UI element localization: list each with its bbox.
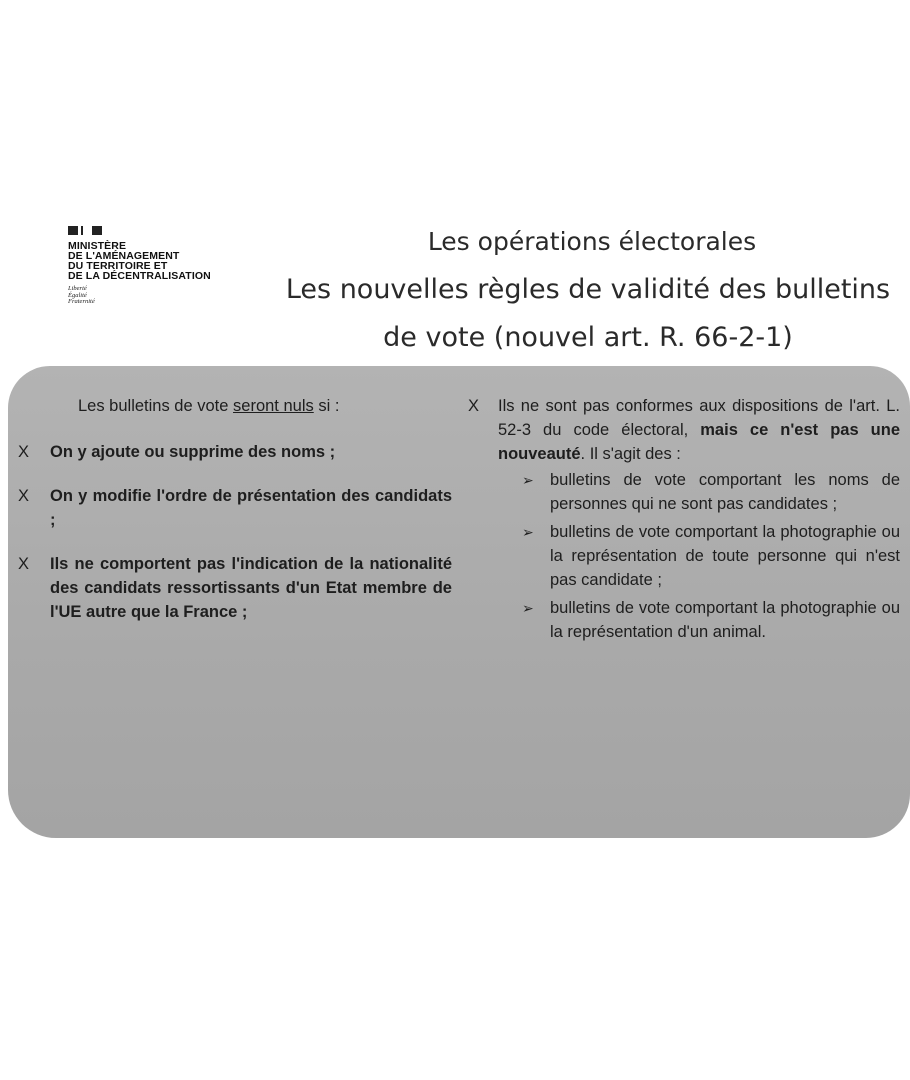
marianne-logo-icon [68,226,248,235]
intro-normal: Ils ne sont pas conformes aux dispositions de l'art. L. 52-3 du code électoral, [498,397,900,439]
motto-line: Fraternité [68,298,95,305]
x-marker: X [18,555,30,573]
x-marker: X [18,443,30,461]
list-item [18,484,452,532]
sub-list-item [522,468,900,516]
intro-tail: . Il s'agit des : [580,445,681,463]
right-column [468,394,900,648]
motto-line: Liberté [68,285,87,292]
ministry-logo [68,226,248,306]
list-item [18,440,452,464]
ministry-name-line: DE LA DÉCENTRALISATION [68,270,211,282]
right-intro [468,394,900,466]
lead-suffix: si : [313,397,340,415]
content-panel [8,366,910,838]
lead-underlined: seront nuls [233,397,314,415]
slide-subtitle: Les nouvelles règles de validité des bulletins de vote (nouvel art. R. 66-2-1) [285,274,891,353]
list-item-text: On y modifie l'ordre de présentation des candidats ; [50,487,452,529]
slide-title: Les opérations électorales [427,227,757,256]
left-lead [18,394,452,418]
slide [8,188,910,840]
x-marker: X [18,487,30,505]
sub-list [468,468,900,644]
intro-bold: mais ce n'est pas une nouveauté [498,421,900,463]
sub-item-text: bulletins de vote comportant la photographie ou la représentation d'un animal. [550,599,900,641]
list-item-text: Ils ne comportent pas l'indication de la nationalité des candidats ressortissants d'un Etat membre de l'UE autre que la France ; [50,555,452,621]
ministry-name-line: MINISTÈRE [68,240,127,252]
list-item [18,552,452,624]
left-column [18,394,452,644]
republic-motto [68,286,248,306]
ministry-name [68,241,248,281]
sub-item-text: bulletins de vote comportant les noms de personnes qui ne sont pas candidates ; [550,471,900,513]
list-item-text: On y ajoute ou supprime des noms ; [50,443,336,461]
arrow-bullet-icon: ➢ [522,600,534,616]
sub-list-item [522,596,900,644]
ministry-name-line: DU TERRITOIRE ET [68,260,168,272]
right-intro-text [498,394,900,466]
sub-list-item [522,520,900,592]
arrow-bullet-icon: ➢ [522,472,534,488]
arrow-bullet-icon: ➢ [522,524,534,540]
lead-prefix: Les bulletins de vote [78,397,234,415]
motto-line: Égalité [68,291,87,299]
ministry-name-line: DE L'AMÉNAGEMENT [68,250,180,262]
slide-titles [278,224,898,362]
sub-item-text: bulletins de vote comportant la photographie ou la représentation de toute personne qui n'est pas candidate ; [550,523,900,589]
x-marker: X [468,397,480,415]
